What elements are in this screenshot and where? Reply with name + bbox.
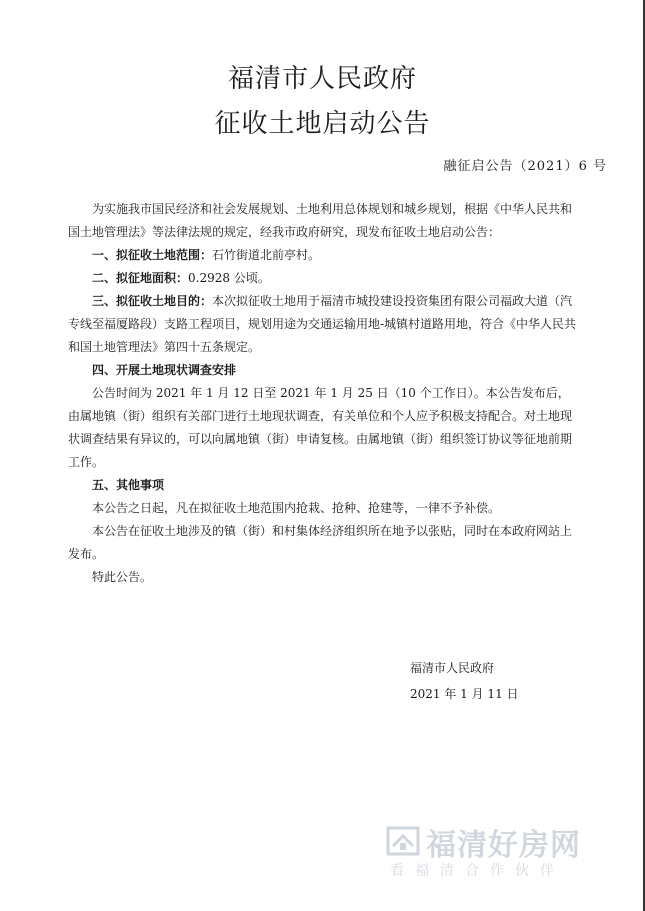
paragraph-purpose: 三、拟征收土地目的：本次拟征收土地用于福清市城投建设投资集团有限公司福政大道（汽专线至福厦路段）支路工程项目，规划用途为交通运输用地-城镇村道路用地，符合《中华人民共和国土地管理法》第四十五条规定。 xyxy=(68,294,577,354)
paragraph-posting: 本公告在征收土地涉及的镇（街）和村集体经济组织所在地予以张贴，同时在本政府网站上发布。 xyxy=(68,524,573,561)
paragraph-intro: 为实施我市国民经济和社会发展规划、土地利用总体规划和城乡规划，根据《中华人民共和国土地管理法》等法律法规的规定，经我市政府研究，现发布征收土地启动公告： xyxy=(68,202,573,239)
watermark xyxy=(386,820,612,884)
signature-org: 福清市人民政府 xyxy=(410,661,495,675)
heading-survey: 四、开展土地现状调查安排 xyxy=(92,363,237,377)
heading-other: 五、其他事项 xyxy=(92,478,165,492)
paragraph-closing: 特此公告。 xyxy=(92,570,153,584)
paragraph-compensation: 本公告之日起，凡在拟征收土地范围内抢栽、抢种、抢建等，一律不予补偿。 xyxy=(92,501,501,515)
house-frame-icon xyxy=(386,824,420,856)
title-line-1: 福清市人民政府 xyxy=(227,64,417,94)
document-number: 融征启公告（2021）6 号 xyxy=(443,159,607,174)
paragraph-survey: 公告时间为 2021 年 1 月 12 日至 2021 年 1 月 25 日（10 个工作日）。本公告发布后，由属地镇（街）组织有关部门进行土地现状调查，有关单位和个人应予积极支持配合。对土地现状调查结果有异议的，可以向属地镇（街）申请复核。由属地镇（街）组织签订协议等征地前期工作。 xyxy=(68,386,573,469)
notice-body xyxy=(68,198,580,589)
paragraph-scope: 一、拟征收土地范围：石竹街道北前亭村。 xyxy=(92,248,321,262)
paragraph-area: 二、拟征地面积：0.2928 公顷。 xyxy=(92,271,270,285)
title-line-2: 征收土地启动公告 xyxy=(214,109,431,139)
watermark-main: 福清好房网 xyxy=(426,828,581,863)
signature-date: 2021 年 1 月 11 日 xyxy=(410,687,519,701)
watermark-sub: 看福清合作伙伴 xyxy=(390,863,565,879)
